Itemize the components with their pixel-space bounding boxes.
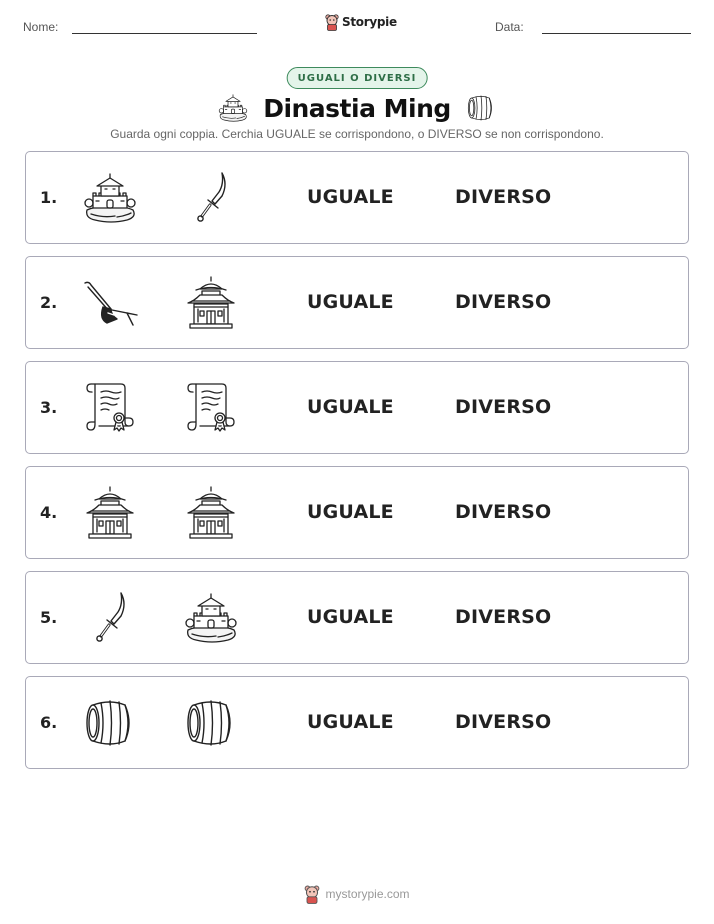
name-label: Nome: — [23, 20, 59, 34]
sword-icon — [182, 170, 240, 226]
plow-icon — [81, 275, 139, 331]
scroll-icon — [81, 380, 139, 436]
row-number: 5. — [40, 608, 58, 627]
bear-mascot-icon — [325, 13, 339, 31]
drum-icon — [182, 695, 240, 751]
option-different[interactable]: DIVERSO — [455, 291, 552, 313]
exercise-row — [25, 676, 689, 769]
name-line[interactable] — [72, 33, 257, 34]
option-different[interactable]: DIVERSO — [455, 711, 552, 733]
drum-icon — [465, 92, 497, 124]
worksheet-type-badge: UGUALI O DIVERSI — [287, 67, 428, 89]
row-number: 4. — [40, 503, 58, 522]
option-different[interactable]: DIVERSO — [455, 501, 552, 523]
fortress-icon — [182, 590, 240, 646]
brand-logo — [325, 13, 397, 31]
pagoda-icon — [182, 485, 240, 541]
scroll-icon — [182, 380, 240, 436]
option-same[interactable]: UGUALE — [307, 711, 394, 733]
option-same[interactable]: UGUALE — [307, 291, 394, 313]
pagoda-icon — [182, 275, 240, 331]
page-title: Dinastia Ming — [263, 93, 451, 123]
row-number: 3. — [40, 398, 58, 417]
option-different[interactable]: DIVERSO — [455, 186, 552, 208]
option-same[interactable]: UGUALE — [307, 606, 394, 628]
option-same[interactable]: UGUALE — [307, 396, 394, 418]
exercise-row — [25, 466, 689, 559]
exercise-row — [25, 151, 689, 244]
date-line[interactable] — [542, 33, 691, 34]
drum-icon — [81, 695, 139, 751]
footer-url: mystorypie.com — [325, 887, 410, 901]
fortress-icon — [217, 92, 249, 124]
row-number: 1. — [40, 188, 58, 207]
option-same[interactable]: UGUALE — [307, 186, 394, 208]
footer — [0, 884, 714, 904]
title-row — [0, 91, 714, 125]
instructions: Guarda ogni coppia. Cerchia UGUALE se corrispondono, o DIVERSO se non corrispondono. — [110, 127, 604, 141]
option-different[interactable]: DIVERSO — [455, 396, 552, 418]
date-label: Data: — [495, 20, 524, 34]
fortress-icon — [81, 170, 139, 226]
row-number: 2. — [40, 293, 58, 312]
bear-mascot-icon — [304, 884, 320, 904]
worksheet-header — [0, 0, 714, 50]
option-different[interactable]: DIVERSO — [455, 606, 552, 628]
option-same[interactable]: UGUALE — [307, 501, 394, 523]
row-number: 6. — [40, 713, 58, 732]
exercise-row — [25, 256, 689, 349]
pagoda-icon — [81, 485, 139, 541]
exercise-row — [25, 361, 689, 454]
exercise-row — [25, 571, 689, 664]
sword-icon — [81, 590, 139, 646]
brand-name: Storypie — [342, 15, 397, 29]
